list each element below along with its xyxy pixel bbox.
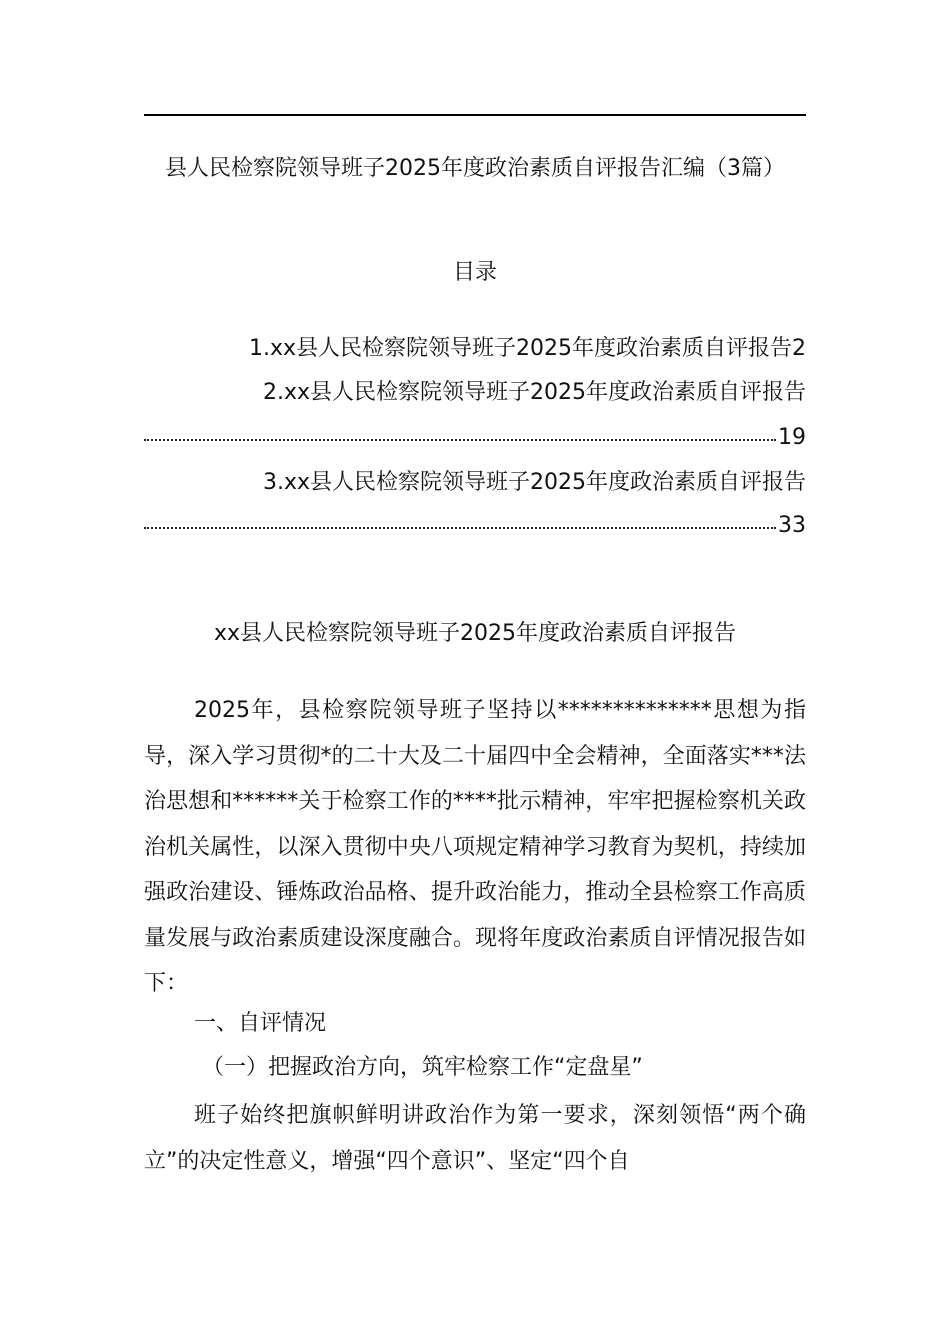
toc-entry-label: 1.xx县人民检察院领导班子2025年度政治素质自评报告 — [248, 336, 792, 361]
toc-heading: 目录 — [452, 260, 497, 285]
toc-entry-label: 2.xx县人民检察院领导班子2025年度政治素质自评报告 — [262, 380, 806, 405]
toc-entry-3-leader[interactable] — [144, 508, 806, 544]
toc-entry-page: 2 — [792, 336, 806, 361]
document-title: 县人民检察院领导班子2025年度政治素质自评报告汇编（3篇） — [165, 156, 785, 181]
toc-entry-label: 3.xx县人民检察院领导班子2025年度政治素质自评报告 — [262, 470, 806, 495]
section-title: xx县人民检察院领导班子2025年度政治素质自评报告 — [213, 621, 737, 646]
heading-level-1: 一、自评情况 — [194, 1011, 327, 1036]
dot-leader — [144, 527, 776, 529]
heading-level-2: （一）把握政治方向，筑牢检察工作“定盘星” — [202, 1055, 643, 1080]
dot-leader — [144, 439, 776, 441]
intro-paragraph: 2025年，县检察院领导班子坚持以**************思想为指导，深入学习贯彻*的二十大及二十届四中全会精神，全面落实***法治思想和******关于检察工作的****批示精神，牢牢把握检察机关政治机关属性，以深入贯彻中央八项规定精神学习教育为契机，持续加强政治建设、锤炼政治品格、提升政治能力，推动全县检察工作高质量发展与政治素质建设深度融合。现将年度政治素质自评情况报告如下： — [144, 698, 806, 996]
body-paragraph: 班子始终把旗帜鲜明讲政治作为第一要求，深刻领悟“两个确立”的决定性意义，增强“四个意识”、坚定“四个自 — [144, 1103, 806, 1174]
toc-entry-2-leader[interactable] — [144, 420, 806, 456]
toc-entry-page: 19 — [778, 425, 806, 450]
toc-entry-1-text[interactable] — [249, 331, 806, 367]
header-divider — [144, 114, 806, 116]
toc-entry-page: 33 — [778, 513, 806, 538]
